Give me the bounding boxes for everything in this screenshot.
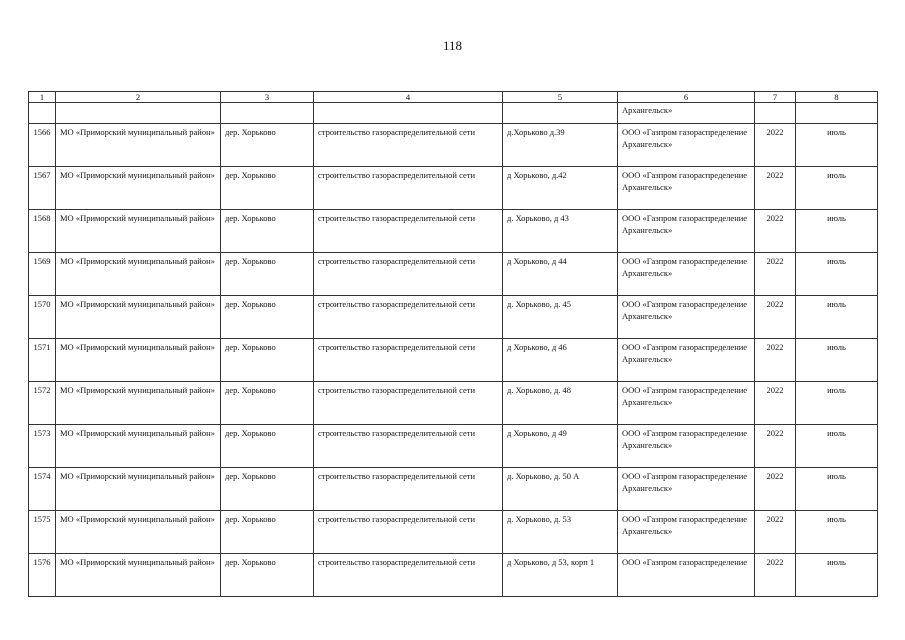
cell-work: строительство газораспределительной сети — [314, 339, 503, 382]
column-header: 8 — [796, 92, 878, 103]
cell-year: 2022 — [755, 511, 796, 554]
column-header: 7 — [755, 92, 796, 103]
cell-year: 2022 — [755, 296, 796, 339]
table-row — [29, 296, 878, 339]
table-row — [29, 124, 878, 167]
cell-settlement — [221, 103, 314, 124]
cell-month: июль — [796, 124, 878, 167]
cell-organization: ООО «Газпром газораспределение Архангельск» — [618, 296, 755, 339]
table-row — [29, 425, 878, 468]
cell-municipality: МО «Приморский муниципальный район» — [56, 468, 221, 511]
cell-month: июль — [796, 210, 878, 253]
cell-year: 2022 — [755, 167, 796, 210]
cell-work: строительство газораспределительной сети — [314, 382, 503, 425]
cell-address: д.Хорьково д.39 — [503, 124, 618, 167]
cell-settlement: дер. Хорьково — [221, 425, 314, 468]
cell-work: строительство газораспределительной сети — [314, 468, 503, 511]
cell-month: июль — [796, 425, 878, 468]
cell-organization: ООО «Газпром газораспределение Архангельск» — [618, 253, 755, 296]
cell-number: 1571 — [29, 339, 56, 382]
cell-number: 1567 — [29, 167, 56, 210]
table-row — [29, 468, 878, 511]
cell-address: д. Хорьково, д. 45 — [503, 296, 618, 339]
column-number-row — [29, 92, 878, 103]
cell-month — [796, 103, 878, 124]
cell-work: строительство газораспределительной сети — [314, 511, 503, 554]
cell-year: 2022 — [755, 124, 796, 167]
cell-settlement: дер. Хорьково — [221, 339, 314, 382]
cell-number: 1576 — [29, 554, 56, 597]
cell-municipality: МО «Приморский муниципальный район» — [56, 511, 221, 554]
cell-month: июль — [796, 296, 878, 339]
cell-month: июль — [796, 382, 878, 425]
cell-municipality: МО «Приморский муниципальный район» — [56, 124, 221, 167]
cell-number: 1572 — [29, 382, 56, 425]
cell-year: 2022 — [755, 339, 796, 382]
page-number: 118 — [442, 38, 463, 53]
cell-organization: ООО «Газпром газораспределение Архангельск» — [618, 382, 755, 425]
cell-settlement: дер. Хорьково — [221, 253, 314, 296]
cell-organization: Архангельск» — [618, 103, 755, 124]
cell-address: д. Хорьково, д 43 — [503, 210, 618, 253]
cell-number: 1574 — [29, 468, 56, 511]
cell-municipality: МО «Приморский муниципальный район» — [56, 167, 221, 210]
cell-month: июль — [796, 511, 878, 554]
table-row — [29, 339, 878, 382]
cell-number: 1569 — [29, 253, 56, 296]
cell-work: строительство газораспределительной сети — [314, 167, 503, 210]
cell-address: д Хорьково, д 44 — [503, 253, 618, 296]
cell-address: д. Хорьково, д. 48 — [503, 382, 618, 425]
continuation-row — [29, 103, 878, 124]
table-row — [29, 554, 878, 597]
cell-municipality: МО «Приморский муниципальный район» — [56, 253, 221, 296]
cell-year: 2022 — [755, 253, 796, 296]
cell-address: д. Хорьково, д. 50 А — [503, 468, 618, 511]
cell-work — [314, 103, 503, 124]
cell-municipality: МО «Приморский муниципальный район» — [56, 210, 221, 253]
cell-year: 2022 — [755, 554, 796, 597]
cell-municipality: МО «Приморский муниципальный район» — [56, 554, 221, 597]
cell-month: июль — [796, 554, 878, 597]
cell-work: строительство газораспределительной сети — [314, 210, 503, 253]
cell-settlement: дер. Хорьково — [221, 511, 314, 554]
cell-organization: ООО «Газпром газораспределение Архангельск» — [618, 124, 755, 167]
cell-organization: ООО «Газпром газораспределение Архангельск» — [618, 425, 755, 468]
cell-number: 1568 — [29, 210, 56, 253]
cell-year: 2022 — [755, 468, 796, 511]
cell-work: строительство газораспределительной сети — [314, 124, 503, 167]
cell-address: д Хорьково, д 53, корп 1 — [503, 554, 618, 597]
column-header: 3 — [221, 92, 314, 103]
cell-month: июль — [796, 253, 878, 296]
cell-settlement: дер. Хорьково — [221, 554, 314, 597]
table-row — [29, 511, 878, 554]
column-header: 5 — [503, 92, 618, 103]
cell-settlement: дер. Хорьково — [221, 468, 314, 511]
cell-work: строительство газораспределительной сети — [314, 425, 503, 468]
cell-month: июль — [796, 339, 878, 382]
cell-work: строительство газораспределительной сети — [314, 296, 503, 339]
cell-address: д Хорьково, д.42 — [503, 167, 618, 210]
cell-organization: ООО «Газпром газораспределение Архангельск» — [618, 210, 755, 253]
table-row — [29, 382, 878, 425]
cell-year — [755, 103, 796, 124]
cell-organization: ООО «Газпром газораспределение — [618, 554, 755, 597]
cell-year: 2022 — [755, 210, 796, 253]
cell-month: июль — [796, 468, 878, 511]
column-header: 2 — [56, 92, 221, 103]
table-row — [29, 210, 878, 253]
cell-year: 2022 — [755, 425, 796, 468]
cell-organization: ООО «Газпром газораспределение Архангельск» — [618, 339, 755, 382]
cell-settlement: дер. Хорьково — [221, 167, 314, 210]
table-row — [29, 167, 878, 210]
cell-number: 1566 — [29, 124, 56, 167]
cell-number: 1575 — [29, 511, 56, 554]
cell-month: июль — [796, 167, 878, 210]
cell-work: строительство газораспределительной сети — [314, 253, 503, 296]
cell-address: д Хорьково, д 49 — [503, 425, 618, 468]
table-row — [29, 253, 878, 296]
cell-organization: ООО «Газпром газораспределение Архангельск» — [618, 511, 755, 554]
cell-municipality: МО «Приморский муниципальный район» — [56, 425, 221, 468]
cell-number: 1570 — [29, 296, 56, 339]
cell-settlement: дер. Хорьково — [221, 210, 314, 253]
cell-organization: ООО «Газпром газораспределение Архангельск» — [618, 468, 755, 511]
column-header: 6 — [618, 92, 755, 103]
cell-work: строительство газораспределительной сети — [314, 554, 503, 597]
register-body — [29, 103, 878, 597]
cell-address: д Хорьково, д 46 — [503, 339, 618, 382]
cell-municipality: МО «Приморский муниципальный район» — [56, 382, 221, 425]
column-header: 4 — [314, 92, 503, 103]
cell-settlement: дер. Хорьково — [221, 296, 314, 339]
column-header: 1 — [29, 92, 56, 103]
cell-municipality: МО «Приморский муниципальный район» — [56, 339, 221, 382]
cell-organization: ООО «Газпром газораспределение Архангельск» — [618, 167, 755, 210]
cell-settlement: дер. Хорьково — [221, 124, 314, 167]
cell-year: 2022 — [755, 382, 796, 425]
register-table — [28, 91, 878, 597]
cell-address: д. Хорьково, д. 53 — [503, 511, 618, 554]
cell-settlement: дер. Хорьково — [221, 382, 314, 425]
cell-address — [503, 103, 618, 124]
cell-number: 1573 — [29, 425, 56, 468]
cell-municipality — [56, 103, 221, 124]
cell-municipality: МО «Приморский муниципальный район» — [56, 296, 221, 339]
cell-number — [29, 103, 56, 124]
